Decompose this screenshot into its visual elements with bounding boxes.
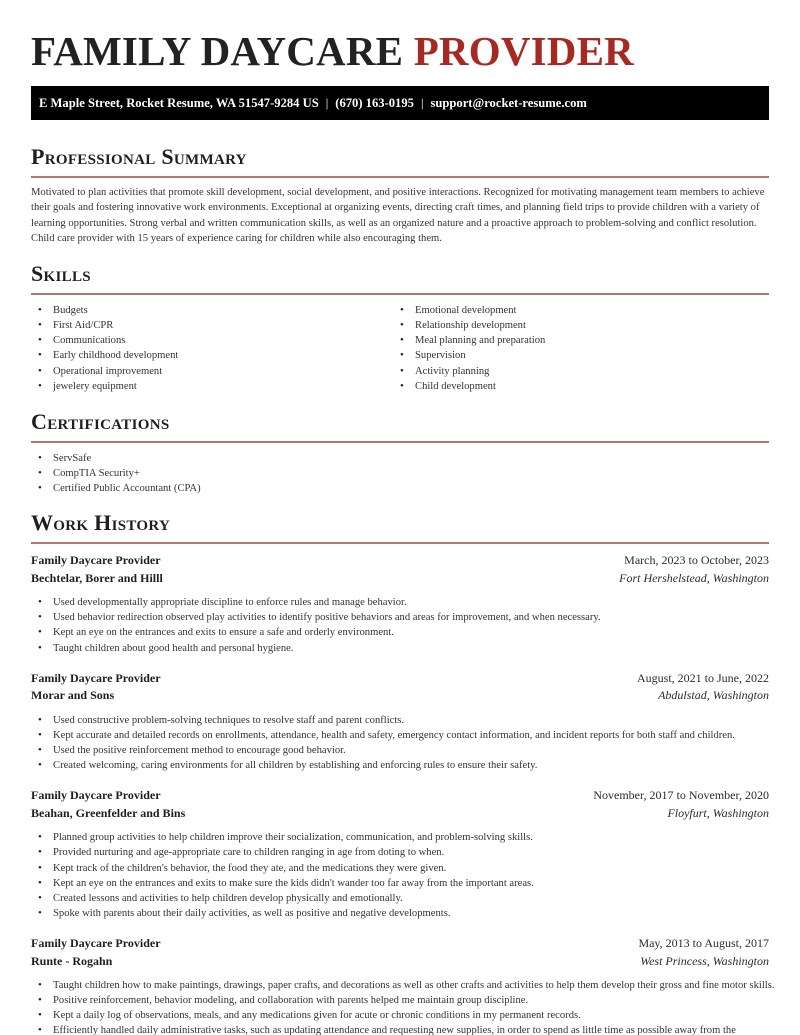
resume-title: [31, 0, 769, 86]
job-bullet: • Kept track of the children's behavior, the food they ate, and the medications they were given.: [31, 861, 769, 876]
skill-item: • Budgets: [31, 303, 393, 318]
job-entry: [31, 552, 769, 656]
section-divider: [31, 293, 769, 295]
section-divider: [31, 176, 769, 178]
summary-section: [31, 144, 769, 246]
skill-item: • Relationship development: [393, 318, 755, 333]
section-divider: [31, 441, 769, 443]
contact-separator: |: [420, 96, 424, 110]
job-location: Floyfurt, Washington: [667, 805, 769, 820]
section-heading-skills: Skills: [31, 261, 91, 287]
section-divider: [31, 542, 769, 544]
job-entry: [31, 670, 769, 774]
skill-item: • Activity planning: [393, 364, 755, 379]
job-bullets: [31, 830, 769, 921]
job-company-row: [31, 687, 769, 705]
job-company-row: [31, 805, 769, 823]
job-company: Beahan, Greenfelder and Bins: [31, 805, 186, 820]
job-bullet: • Provided nurturing and age-appropriate care to children ranging in age from doting to when.: [31, 845, 769, 860]
certification-item: • CompTIA Security+: [31, 466, 769, 481]
job-bullet: • Used constructive problem-solving techniques to resolve staff and parent conflicts.: [31, 713, 769, 728]
contact-address: E Maple Street, Rocket Resume, WA 51547-9284 US: [39, 96, 319, 110]
job-dates: November, 2017 to November, 2020: [593, 788, 769, 803]
job-bullet: • Kept a daily log of observations, meals, and any medications given for acute or chronic conditions in my permanent records.: [31, 1008, 769, 1023]
job-title: Family Daycare Provider: [31, 670, 161, 685]
certifications-list: [31, 451, 769, 496]
summary-text: Motivated to plan activities that promote skill development, social development, and positive interactions. Recognized for motivating management team members to achieve their goals and fostering innovative work environments. Exceptional at organizing events, directing craft times, and planning field trips to provide children with a variety of learning opportunities. Strong verbal and written communication skills, as well as an organized nature and a proactive approach to problem-solving and conflict resolution. Child care provider with 15 years of experience caring for children while also encouraging them.: [31, 187, 765, 244]
skill-item: • First Aid/CPR: [31, 318, 393, 333]
job-header-row: [31, 552, 769, 570]
section-heading-work-history: Work History: [31, 510, 171, 536]
skills-grid: [31, 303, 769, 394]
job-header-row: [31, 787, 769, 805]
skill-item: • Child development: [393, 379, 755, 394]
job-bullet: • Kept an eye on the entrances and exits to ensure a safe and orderly environment.: [31, 625, 769, 640]
contact-bar: [31, 86, 769, 120]
job-dates: March, 2023 to October, 2023: [624, 553, 769, 568]
job-entry: [31, 935, 775, 1035]
job-company: Runte - Rogahn: [31, 953, 113, 968]
job-bullet: • Used behavior redirection observed play activities to identify positive behaviors and areas for improvement, and when necessary.: [31, 610, 769, 625]
job-company-row: [31, 953, 769, 971]
job-bullet: • Used developmentally appropriate discipline to enforce rules and manage behavior.: [31, 595, 769, 610]
job-bullet: • Kept an eye on the entrances and exits to make sure the kids didn't wander too far away from the important areas.: [31, 876, 769, 891]
contact-phone[interactable]: (670) 163-0195: [335, 96, 414, 110]
skills-list-left: [31, 303, 393, 394]
contact-email[interactable]: support@rocket-resume.com: [430, 96, 587, 110]
job-bullets: [31, 978, 775, 1035]
skills-section: [31, 261, 769, 394]
job-company-row: [31, 570, 769, 588]
certifications-section: [31, 409, 769, 496]
section-heading-summary: Professional Summary: [31, 144, 247, 169]
job-bullet: • Created lessons and activities to help children develop physically and emotionally.: [31, 891, 769, 906]
job-header-row: [31, 670, 769, 688]
skills-list-right: [393, 303, 755, 394]
job-title: Family Daycare Provider: [31, 553, 161, 568]
job-company: Morar and Sons: [31, 688, 115, 703]
job-bullet: • Positive reinforcement, behavior modeling, and collaboration with parents helped me maintain group discipline.: [31, 993, 769, 1008]
certification-item: • Certified Public Accountant (CPA): [31, 481, 769, 496]
job-location: West Princess, Washington: [640, 953, 769, 968]
skill-item: • jewelery equipment: [31, 379, 393, 394]
title-accent: PROVIDER: [413, 28, 634, 74]
job-title: Family Daycare Provider: [31, 935, 161, 950]
job-bullet: • Spoke with parents about their daily activities, as well as positive and negative developments.: [31, 906, 769, 921]
job-bullet: • Planned group activities to help children improve their socialization, communication, and problem-solving skills.: [31, 830, 769, 845]
skill-item: • Emotional development: [393, 303, 755, 318]
contact-separator: |: [325, 96, 329, 110]
skill-item: • Communications: [31, 333, 393, 348]
job-bullet: • Used the positive reinforcement method to encourage good behavior.: [31, 743, 769, 758]
job-bullets: [31, 713, 769, 773]
job-bullets: [31, 595, 769, 655]
job-bullet: • Efficiently handled daily administrative tasks, such as updating attendance and requesting new supplies, in order to spend as little time as possible away from the: [31, 1023, 769, 1035]
certification-item: • ServSafe: [31, 451, 769, 466]
job-header-row: [31, 935, 769, 953]
section-heading-certifications: Certifications: [31, 408, 170, 434]
job-company: Bechtelar, Borer and Hilll: [31, 570, 163, 585]
job-dates: August, 2021 to June, 2022: [637, 670, 769, 685]
job-bullet: • Taught children how to make paintings, drawings, paper crafts, and decorations as well as other crafts and activities to help them develop their gross and fine motor skills.: [31, 978, 769, 993]
title-main: FAMILY DAYCARE: [31, 28, 404, 74]
job-bullet: • Kept accurate and detailed records on enrollments, attendance, health and safety, emergency contact information, and incident reports for both staff and children.: [31, 728, 769, 743]
job-location: Fort Hershelstead, Washington: [619, 570, 769, 585]
job-entry: [31, 787, 769, 921]
skill-item: • Operational improvement: [31, 364, 393, 379]
job-title: Family Daycare Provider: [31, 788, 161, 803]
job-bullet: • Taught children about good health and personal hygiene.: [31, 641, 769, 656]
job-location: Abdulstad, Washington: [658, 688, 769, 703]
skill-item: • Early childhood development: [31, 348, 393, 363]
skill-item: • Meal planning and preparation: [393, 333, 755, 348]
job-bullet: • Created welcoming, caring environments for all children by establishing and enforcing rules to ensure their safety.: [31, 758, 769, 773]
work-history-section: [31, 510, 775, 1035]
skill-item: • Supervision: [393, 348, 755, 363]
job-dates: May, 2013 to August, 2017: [638, 935, 769, 950]
